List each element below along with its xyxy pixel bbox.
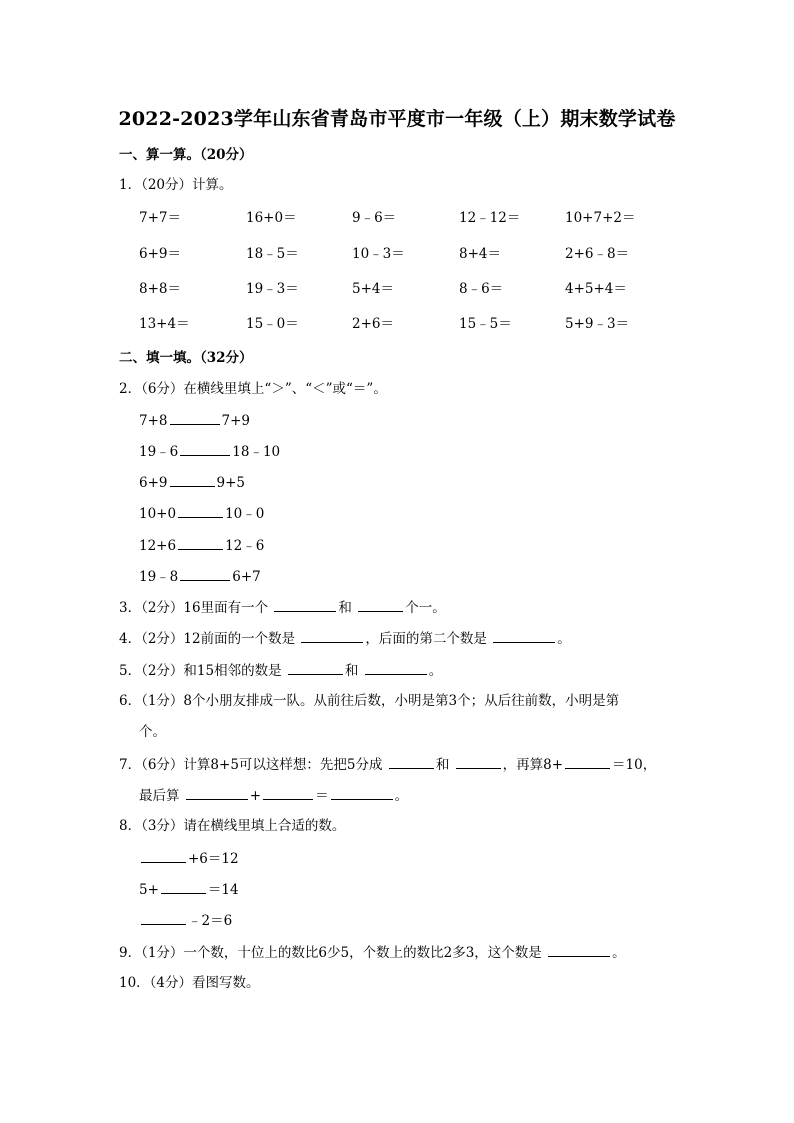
q8-text: 5+ (139, 882, 159, 898)
q1-item: 2+6＝ (352, 316, 394, 332)
q2-item (139, 473, 245, 492)
answer-blank[interactable] (274, 598, 336, 612)
q2-item (139, 411, 250, 430)
q2-right: 7+9 (221, 413, 250, 429)
answer-blank[interactable] (331, 786, 393, 800)
q1-item: 15﹣0＝ (246, 316, 299, 332)
q5-text-a: 5．（2分）和15相邻的数是 (119, 663, 282, 679)
q4-text-a: 4．（2分）12前面的一个数是 (119, 631, 296, 647)
answer-blank[interactable] (301, 629, 363, 643)
answer-blank[interactable] (161, 880, 206, 894)
q7-line-1 (119, 755, 656, 774)
q6-line-1: 6．（1分）8个小朋友排成一队。从前往后数，小明是第3个；从后往前数，小明是第 (119, 693, 620, 709)
q1-item: 6+9＝ (139, 246, 181, 262)
q2-left: 19﹣8 (139, 569, 179, 585)
q8-stem: 8．（3分）请在横线里填上合适的数。 (119, 818, 346, 834)
answer-blank[interactable] (178, 536, 223, 550)
q1-item: 15﹣5＝ (459, 316, 512, 332)
q2-item (139, 442, 280, 461)
answer-blank[interactable] (565, 755, 610, 769)
answer-blank[interactable] (180, 442, 230, 456)
q2-item (139, 504, 264, 523)
answer-blank[interactable] (170, 411, 220, 425)
q4-text-c: 。 (557, 631, 571, 647)
q2-right: 9+5 (216, 475, 245, 491)
answer-blank[interactable] (170, 473, 215, 487)
q1-item: 8+4＝ (459, 246, 501, 262)
answer-blank[interactable] (141, 911, 186, 925)
q7-line-2 (139, 786, 408, 805)
q2-stem: 2．（6分）在横线里填上“＞”、“＜”或“＝”。 (119, 381, 387, 397)
q5-text-b: 和 (344, 663, 359, 679)
q8-item (139, 849, 239, 868)
q8-item (139, 911, 232, 930)
q8-text: +6＝12 (188, 851, 239, 867)
q2-right: 12﹣6 (225, 538, 265, 554)
q1-item: 2+6﹣8＝ (565, 246, 630, 262)
q2-right: 6+7 (232, 569, 261, 585)
answer-blank[interactable] (263, 786, 313, 800)
q1-item: 9﹣6＝ (352, 210, 397, 226)
q10-stem: 10．（4分）看图写数。 (119, 975, 260, 991)
q3 (119, 598, 446, 617)
q7-text-a: 7．（6分）计算8+5可以这样想：先把5分成 (119, 757, 383, 773)
q4 (119, 629, 571, 648)
q2-left: 6+9 (139, 475, 168, 491)
q1-item: 16+0＝ (246, 210, 297, 226)
q1-item: 19﹣3＝ (246, 281, 299, 297)
answer-blank[interactable] (358, 598, 403, 612)
q1-item: 10﹣3＝ (352, 246, 405, 262)
q7-text-f: + (249, 788, 262, 804)
answer-blank[interactable] (456, 755, 501, 769)
page-title: 2022-2023学年山东省青岛市平度市一年级（上）期末数学试卷 (118, 108, 676, 130)
answer-blank[interactable] (493, 629, 555, 643)
q7-text-d: ＝10， (612, 757, 657, 773)
q2-left: 19﹣6 (139, 444, 179, 460)
q2-left: 12+6 (139, 538, 177, 554)
answer-blank[interactable] (288, 661, 343, 675)
answer-blank[interactable] (186, 786, 248, 800)
q2-item (139, 567, 261, 586)
q1-item: 5+9﹣3＝ (565, 316, 630, 332)
q7-text-b: 和 (435, 757, 450, 773)
q9-text-a: 9．（1分）一个数，十位上的数比6少5，个数上的数比2多3，这个数是 (119, 945, 542, 961)
q9 (119, 943, 626, 962)
answer-blank[interactable] (389, 755, 434, 769)
q5-text-c: 。 (428, 663, 443, 679)
q8-item (139, 880, 239, 899)
q2-right: 18﹣10 (232, 444, 281, 460)
q1-item: 5+4＝ (352, 281, 394, 297)
answer-blank[interactable] (178, 504, 223, 518)
section-1-heading: 一、算一算。（20分） (119, 147, 253, 163)
answer-blank[interactable] (141, 849, 186, 863)
q1-stem: 1．（20分）计算。 (119, 177, 233, 193)
q3-text-c: 个一。 (405, 600, 446, 616)
q1-item: 8﹣6＝ (459, 281, 504, 297)
q8-text: ﹣2＝6 (188, 913, 233, 929)
q1-item: 7+7＝ (139, 210, 181, 226)
q3-text-a: 3．（2分）16里面有一个 (119, 600, 269, 616)
q7-text-c: ，再算8+ (502, 757, 564, 773)
q4-text-b: ，后面的第二个数是 (365, 631, 487, 647)
answer-blank[interactable] (548, 943, 610, 957)
q2-item (139, 536, 264, 555)
q1-item: 12﹣12＝ (459, 210, 521, 226)
q1-item: 4+5+4＝ (565, 281, 627, 297)
q5 (119, 661, 442, 680)
answer-blank[interactable] (180, 567, 230, 581)
q7-text-g: ＝ (315, 788, 329, 804)
q7-text-e: 最后算 (139, 788, 180, 804)
section-2-heading: 二、填一填。（32分） (119, 350, 253, 366)
q3-text-b: 和 (338, 600, 352, 616)
q7-text-h: 。 (394, 788, 409, 804)
q1-item: 8+8＝ (139, 281, 181, 297)
q6-line-2: 个。 (139, 724, 166, 740)
q2-left: 7+8 (139, 413, 168, 429)
q1-item: 10+7+2＝ (565, 210, 636, 226)
q1-item: 18﹣5＝ (246, 246, 299, 262)
q8-text: ＝14 (207, 882, 239, 898)
q2-right: 10﹣0 (225, 506, 265, 522)
answer-blank[interactable] (365, 661, 427, 675)
q2-left: 10+0 (139, 506, 177, 522)
q1-item: 13+4＝ (139, 316, 190, 332)
q9-text-b: 。 (612, 945, 626, 961)
